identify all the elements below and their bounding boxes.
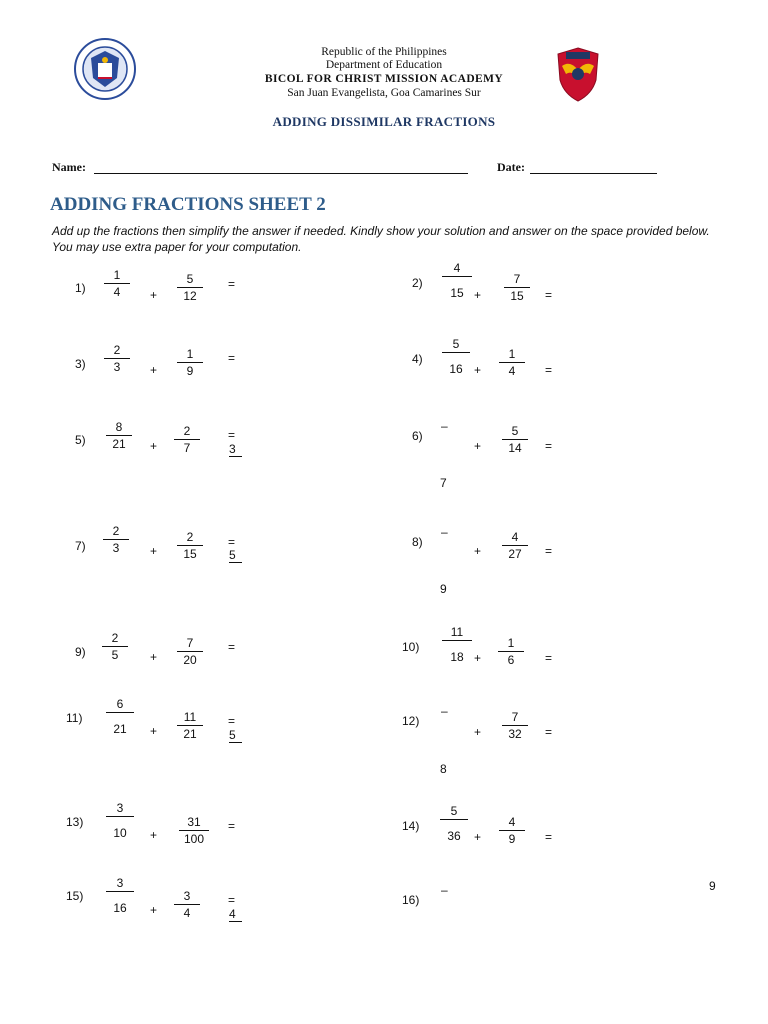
numerator: 4 — [511, 530, 519, 544]
numerator: 5 — [186, 272, 194, 286]
denominator: 18 — [450, 650, 464, 664]
numerator: 7 — [511, 710, 519, 724]
denominator: 5 — [111, 648, 119, 662]
problem-9-label: 9) — [75, 645, 86, 659]
problem-11-fraction-b — [175, 710, 205, 741]
problem-13-fraction-a — [104, 801, 136, 840]
denominator: 4 — [183, 906, 191, 920]
numerator: 3 — [116, 801, 124, 815]
denominator: 14 — [508, 441, 522, 455]
denominator: 21 — [113, 722, 127, 736]
problem-15-label: 15) — [66, 889, 84, 903]
denominator: 9 — [186, 364, 194, 378]
denominator: 6 — [507, 653, 515, 667]
problem-15-stray-digit: 4 — [229, 908, 242, 922]
plus-sign: + — [474, 725, 482, 739]
equals-sign: = — [545, 439, 553, 453]
date-label: Date: — [497, 160, 525, 174]
equals-sign: = — [228, 893, 236, 907]
numerator: 4 — [508, 815, 516, 829]
numerator: 1 — [508, 347, 516, 361]
problem-16-fraction-a-denominator: 9 — [709, 879, 716, 893]
plus-sign: + — [150, 828, 158, 842]
problem-8-fraction-a-numerator: – — [441, 525, 448, 539]
denominator: 4 — [113, 285, 121, 299]
numerator: 31 — [187, 815, 201, 829]
problem-1-fraction-b — [175, 272, 205, 303]
equals-sign: = — [228, 277, 236, 291]
problem-6-fraction-a-numerator: – — [441, 419, 448, 433]
equals-sign: = — [545, 544, 553, 558]
problem-14-fraction-a — [438, 804, 470, 843]
problem-5-label: 5) — [75, 433, 86, 447]
numerator: 1 — [186, 347, 194, 361]
problem-6-fraction-b — [500, 424, 530, 455]
problem-4-fraction-a — [440, 337, 472, 376]
problem-14-fraction-b — [497, 815, 527, 846]
problem-3-fraction-a — [102, 343, 132, 374]
equals-sign: = — [545, 288, 553, 302]
date-field[interactable] — [530, 173, 657, 174]
denominator: 12 — [183, 289, 197, 303]
numerator: 1 — [113, 268, 121, 282]
denominator: 15 — [183, 547, 197, 561]
denominator: 27 — [508, 547, 522, 561]
header-line2: Department of Education — [325, 59, 443, 71]
plus-sign: + — [474, 830, 482, 844]
problem-11-fraction-a — [104, 697, 136, 736]
problem-15-fraction-a — [104, 876, 136, 915]
problem-3-label: 3) — [75, 357, 86, 371]
plus-sign: + — [474, 544, 482, 558]
bcma-logo-icon — [552, 44, 604, 104]
header-line1: Republic of the Philippines — [321, 46, 447, 58]
numerator: 7 — [186, 636, 194, 650]
problem-8-fraction-a-denominator: 9 — [440, 582, 447, 596]
numerator: 2 — [183, 424, 191, 438]
problem-6-fraction-a-denominator: 7 — [440, 476, 447, 490]
plus-sign: + — [150, 903, 158, 917]
denominator: 9 — [508, 832, 516, 846]
numerator: 5 — [452, 337, 460, 351]
numerator: 3 — [116, 876, 124, 890]
problem-10-label: 10) — [402, 640, 420, 654]
problem-13-label: 13) — [66, 815, 84, 829]
numerator: 8 — [115, 420, 123, 434]
problem-8-label: 8) — [412, 535, 423, 549]
plus-sign: + — [150, 544, 158, 558]
denominator: 100 — [183, 832, 205, 846]
plus-sign: + — [150, 288, 158, 302]
sheet-title: ADDING FRACTIONS SHEET 2 — [50, 194, 326, 215]
denominator: 36 — [447, 829, 461, 843]
plus-sign: + — [474, 288, 482, 302]
problem-5-fraction-b — [172, 424, 202, 455]
problem-13-fraction-b — [177, 815, 211, 846]
problem-15-fraction-b — [172, 889, 202, 920]
problem-1-label: 1) — [75, 281, 86, 295]
problem-8-fraction-b — [500, 530, 530, 561]
denominator: 16 — [449, 362, 463, 376]
equals-sign: = — [545, 651, 553, 665]
equals-sign: = — [545, 830, 553, 844]
school-name: BICOL FOR CHRIST MISSION ACADEMY — [264, 73, 504, 85]
problem-4-fraction-b — [497, 347, 527, 378]
plus-sign: + — [150, 439, 158, 453]
problem-2-fraction-b — [502, 272, 532, 303]
problem-7-fraction-b — [175, 530, 205, 561]
problem-12-fraction-b — [500, 710, 530, 741]
equals-sign: = — [228, 351, 236, 365]
denominator: 16 — [113, 901, 127, 915]
numerator: 11 — [450, 625, 464, 639]
problem-16-label: 16) — [402, 893, 420, 907]
plus-sign: + — [474, 439, 482, 453]
school-address: San Juan Evangelista, Goa Camarines Sur — [287, 87, 481, 99]
plus-sign: + — [150, 724, 158, 738]
denominator: 21 — [183, 727, 197, 741]
plus-sign: + — [150, 650, 158, 664]
problem-12-fraction-a-denominator: 8 — [440, 762, 447, 776]
denominator: 21 — [112, 437, 126, 451]
problem-12-label: 12) — [402, 714, 420, 728]
numerator: 5 — [450, 804, 458, 818]
equals-sign: = — [545, 725, 553, 739]
numerator: 2 — [186, 530, 194, 544]
plus-sign: + — [150, 363, 158, 377]
problem-10-fraction-a — [440, 625, 474, 664]
problem-11-label: 11) — [66, 711, 83, 725]
numerator: 5 — [511, 424, 519, 438]
problem-2-fraction-a — [440, 261, 474, 300]
problem-3-fraction-b — [175, 347, 205, 378]
problem-7-stray-digit: 5 — [229, 549, 242, 563]
problem-14-label: 14) — [402, 819, 420, 833]
problem-9-fraction-b — [175, 636, 205, 667]
problem-16-fraction-a-numerator: – — [441, 883, 448, 897]
denominator: 10 — [113, 826, 127, 840]
problem-5-stray-digit: 3 — [229, 443, 242, 457]
denominator: 3 — [113, 360, 121, 374]
problem-1-fraction-a — [102, 268, 132, 299]
problem-6-label: 6) — [412, 429, 423, 443]
plus-sign: + — [474, 363, 482, 377]
problem-12-fraction-a-numerator: – — [441, 704, 448, 718]
denominator: 15 — [450, 286, 464, 300]
equals-sign: = — [228, 714, 236, 728]
denominator: 32 — [508, 727, 522, 741]
denominator: 20 — [183, 653, 197, 667]
numerator: 11 — [183, 710, 197, 724]
equals-sign: = — [228, 640, 236, 654]
name-label: Name: — [52, 160, 86, 174]
equals-sign: = — [228, 535, 236, 549]
numerator: 3 — [183, 889, 191, 903]
equals-sign: = — [228, 428, 236, 442]
numerator: 1 — [507, 636, 515, 650]
problem-11-stray-digit: 5 — [229, 729, 242, 743]
problem-10-fraction-b — [496, 636, 526, 667]
numerator: 4 — [453, 261, 461, 275]
problem-9-fraction-a — [100, 631, 130, 662]
numerator: 2 — [112, 524, 120, 538]
numerator: 7 — [513, 272, 521, 286]
denominator: 4 — [508, 364, 516, 378]
numerator: 6 — [116, 697, 124, 711]
numerator: 2 — [111, 631, 119, 645]
name-field[interactable] — [94, 173, 468, 174]
problem-7-label: 7) — [75, 539, 86, 553]
problem-4-label: 4) — [412, 352, 423, 366]
problem-5-fraction-a — [104, 420, 134, 451]
bcma-logo — [552, 44, 604, 104]
denominator: 3 — [112, 541, 120, 555]
worksheet-title: ADDING DISSIMILAR FRACTIONS — [272, 114, 496, 129]
plus-sign: + — [474, 651, 482, 665]
equals-sign: = — [228, 819, 236, 833]
problem-7-fraction-a — [101, 524, 131, 555]
numerator: 2 — [113, 343, 121, 357]
equals-sign: = — [545, 363, 553, 377]
problem-2-label: 2) — [412, 276, 423, 290]
denominator: 15 — [510, 289, 524, 303]
instructions: Add up the fractions then simplify the answer if needed. Kindly show your solution and answer on the space provided below. You may use extra paper for your computation. — [52, 224, 710, 254]
denominator: 7 — [183, 441, 191, 455]
